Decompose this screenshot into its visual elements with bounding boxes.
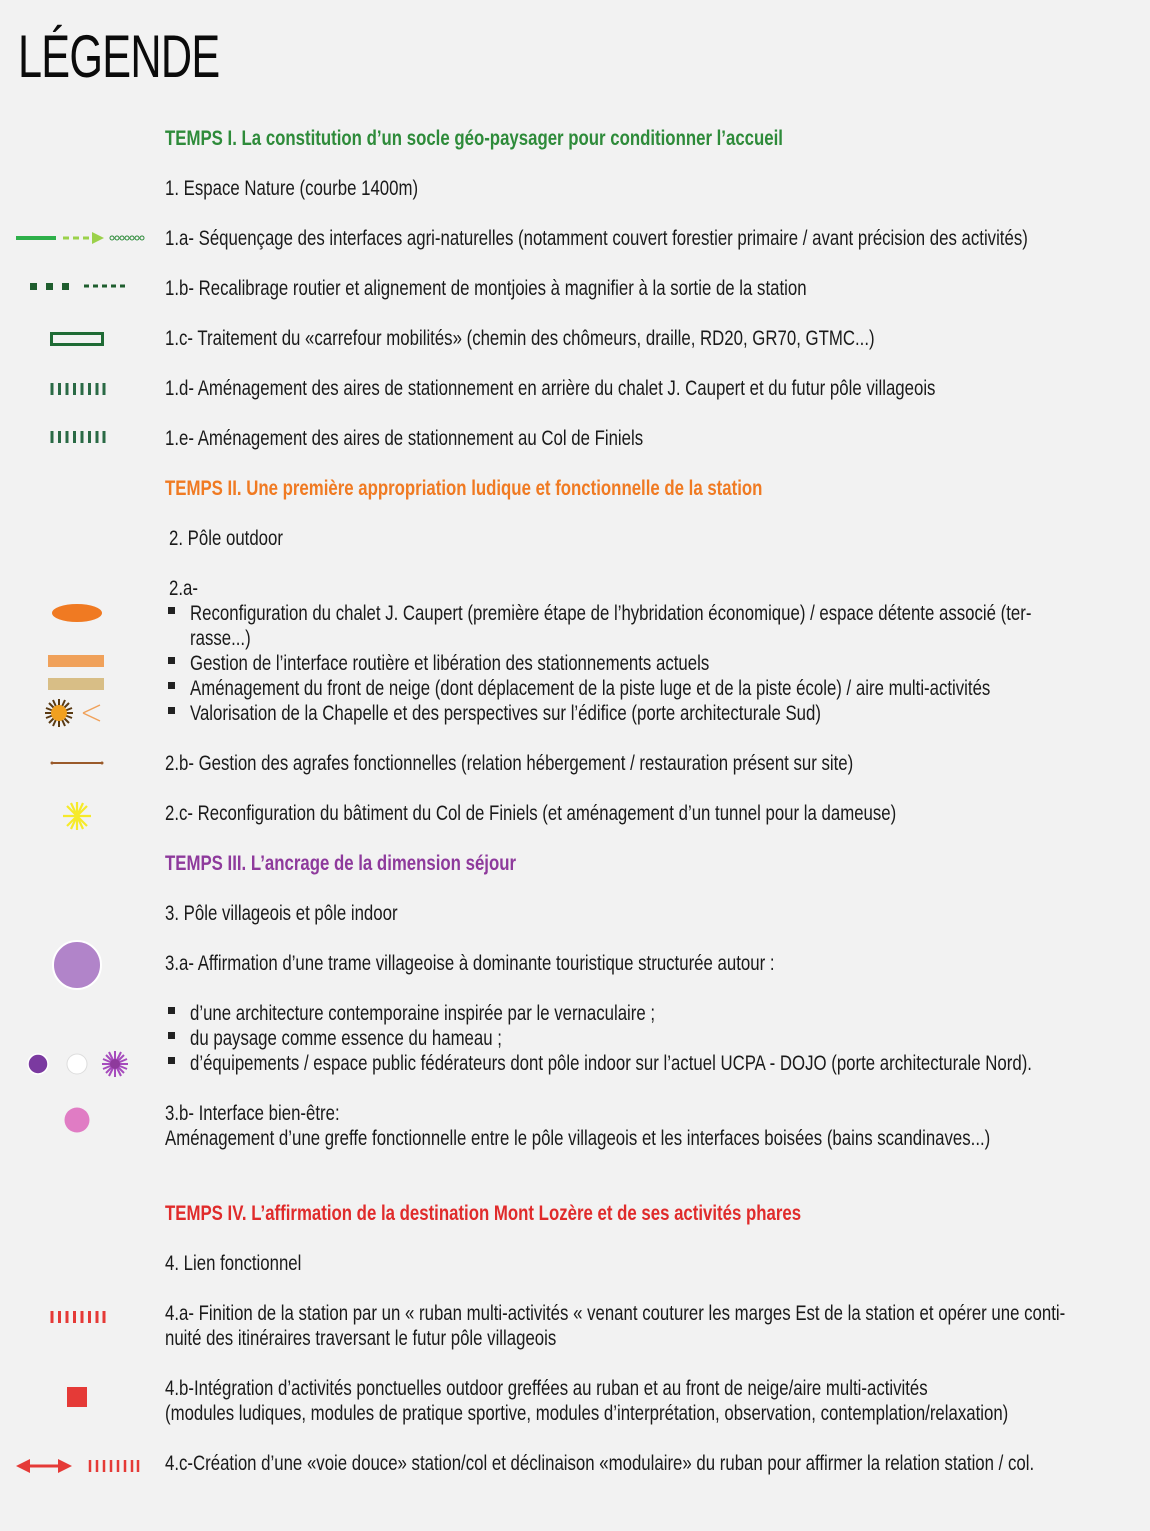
- page-title: LÉGENDE: [18, 23, 220, 90]
- perspective-cone-icon: [80, 702, 104, 724]
- bullet-2a-4: Valorisation de la Chapelle et des perspectives sur l’édifice (porte architecturale Sud): [190, 702, 821, 725]
- bullet-2a-2: Gestion de l’interface routière et libération des stationnements actuels: [190, 652, 710, 675]
- purple-circle-icon: [50, 938, 104, 992]
- bullet-2a-3: Aménagement du front de neige (dont déplacement de la piste luge et de la piste école) / aire multi-activités: [190, 677, 991, 700]
- purple-dot-ring-star-icons: [26, 1050, 132, 1078]
- bullet-dot: [168, 1032, 175, 1039]
- bullet-3a-3: d’équipements / espace public fédérateurs dont pôle indoor sur l’actuel UCPA - DOJO (porte architecturale Nord).: [190, 1052, 1032, 1075]
- bullet-2a-1-cont: rasse...): [190, 627, 251, 650]
- item-1: 1. Espace Nature (courbe 1400m): [165, 177, 419, 200]
- temps1-heading: TEMPS I. La constitution d’un socle géo-paysager pour conditionner l’accueil: [165, 127, 783, 150]
- red-double-arrow-icon: [16, 1456, 74, 1476]
- item-2a: 2.a-: [169, 577, 198, 600]
- bullet-dot: [168, 707, 175, 714]
- item-1e: 1.e- Aménagement des aires de stationnement au Col de Finiels: [165, 427, 644, 450]
- item-1d: 1.d- Aménagement des aires de stationnement en arrière du chalet J. Caupert et du futur pôle villageois: [165, 377, 936, 400]
- bullet-3a-2: du paysage comme essence du hameau ;: [190, 1027, 502, 1050]
- red-square-icon: [66, 1386, 90, 1410]
- white-ring-icon: [67, 1054, 87, 1074]
- item-3a: 3.a- Affirmation d’une trame villageoise à dominante touristique structurée autour :: [165, 952, 775, 975]
- pink-dot-icon: [62, 1105, 92, 1135]
- green-hatch-icon: [50, 380, 106, 398]
- item-3b-line2: Aménagement d’une greffe fonctionnelle entre le pôle villageois et les interfaces boisées (bains scandinaves...): [165, 1127, 991, 1150]
- brown-link-line-icon: [50, 756, 106, 770]
- item-4a-line2: nuité des itinéraires traversant le futur pôle villageois: [165, 1327, 557, 1350]
- green-hatch-icon: [50, 428, 106, 446]
- red-hatch-icon: [50, 1308, 106, 1326]
- item-2b: 2.b- Gestion des agrafes fonctionnelles (relation hébergement / restauration présent sur site): [165, 752, 854, 775]
- item-1c: 1.c- Traitement du «carrefour mobilités» (chemin des chômeurs, draille, RD20, GR70, GTMC...): [165, 327, 875, 350]
- orange-ellipse-icon: [50, 602, 104, 624]
- item-1a: 1.a- Séquençage des interfaces agri-naturelles (notamment couvert forestier primaire / avant précision des activités): [165, 227, 1028, 250]
- item-1b: 1.b- Recalibrage routier et alignement de montjoies à magnifier à la sortie de la station: [165, 277, 807, 300]
- bullet-2a-1: Reconfiguration du chalet J. Caupert (première étape de l’hybridation économique) / espace détente associé (ter-: [190, 602, 1032, 625]
- temps3-heading: TEMPS III. L’ancrage de la dimension séjour: [165, 852, 517, 875]
- sand-bar-icon: [48, 677, 106, 691]
- red-hatch-small-icon: [88, 1457, 140, 1475]
- orange-sun-icon: [42, 698, 76, 728]
- bullet-dot: [168, 1057, 175, 1064]
- purple-dot-icon: [28, 1054, 48, 1074]
- item-3b-line1: 3.b- Interface bien-être:: [165, 1102, 340, 1125]
- green-line-arrow-dots-icon: [16, 228, 146, 248]
- dark-green-dashes-icon: [30, 280, 130, 294]
- item-4: 4. Lien fonctionnel: [165, 1252, 302, 1275]
- bullet-dot: [168, 1007, 175, 1014]
- bullet-dot: [168, 607, 175, 614]
- yellow-star-icon: [62, 801, 92, 831]
- temps2-heading: TEMPS II. Une première appropriation ludique et fonctionnelle de la station: [165, 477, 763, 500]
- bullet-3a-1: d’une architecture contemporaine inspirée par le vernaculaire ;: [190, 1002, 656, 1025]
- item-4a-line1: 4.a- Finition de la station par un « ruban multi-activités « venant couturer les marges Est de la station et opérer une conti-: [165, 1302, 1066, 1325]
- bullet-dot: [168, 657, 175, 664]
- item-3: 3. Pôle villageois et pôle indoor: [165, 902, 398, 925]
- item-4b-line2: (modules ludiques, modules de pratique sportive, modules d’interprétation, observation, contemplation/relaxation): [165, 1402, 1009, 1425]
- item-2c: 2.c- Reconfiguration du bâtiment du Col de Finiels (et aménagement d’un tunnel pour la dameuse): [165, 802, 897, 825]
- item-4b-line1: 4.b-Intégration d’activités ponctuelles outdoor greffées au ruban et au front de neige/aire multi-activités: [165, 1377, 928, 1400]
- temps4-heading: TEMPS IV. L’affirmation de la destination Mont Lozère et de ses activités phares: [165, 1202, 802, 1225]
- item-4c: 4.c-Création d’une «voie douce» station/col et déclinaison «modulaire» du ruban pour affirmer la relation station / col.: [165, 1452, 1035, 1475]
- bullet-dot: [168, 682, 175, 689]
- green-rectangle-outline-icon: [50, 330, 106, 348]
- item-2: 2. Pôle outdoor: [169, 527, 283, 550]
- orange-bar-icon: [48, 654, 106, 668]
